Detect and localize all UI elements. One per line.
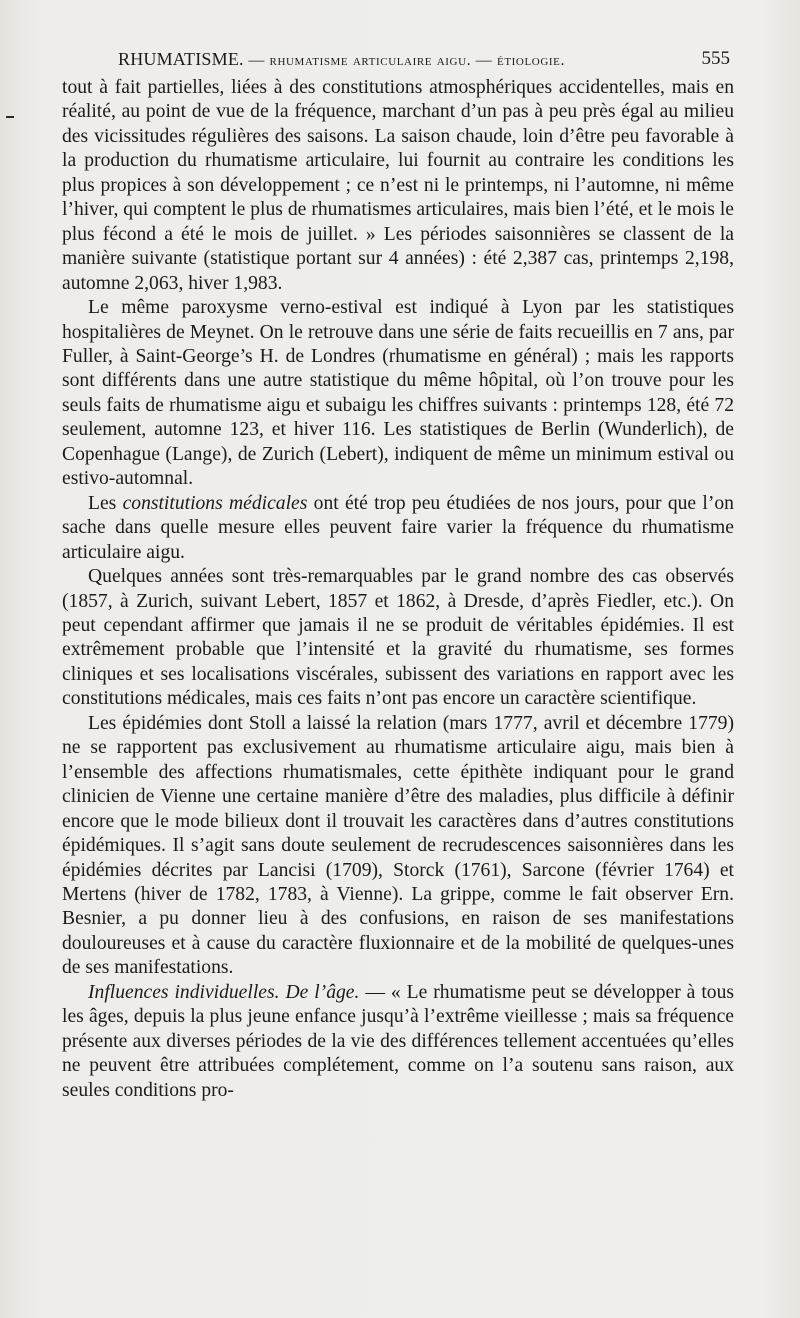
page-number: 555 [701,48,730,69]
paragraph-3-text: ont été trop peu étudiées de nos jours, pour que l’on sache dans quelle mesure elles peuvent faire varier la fréquence du rhumatisme articulaire aigu. [62,492,734,563]
body-text [62,76,734,1103]
paragraph-6 [62,981,734,1103]
paragraph-1 [62,76,734,296]
paragraph-6-italic: Influences individuelles. De l’âge. [88,981,360,1003]
paragraph-4 [62,565,734,712]
paragraph-4-text: Quelques années sont très-remarquables par le grand nombre des cas observés (1857, à Zurich, suivant Lebert, 1857 et 1862, à Dresde, d’après Fiedler, etc.). On peut cependant affirmer que jamais il ne se produit de véritables épidémies. Il est extrêmement probable que l’intensité et la gravité du rhumatisme, ses formes cliniques et ses localisations viscérales, subissent des variations en rapport avec les constitutions médicales, mais ces faits n’ont pas encore un caractère scientifique. [62,566,734,710]
paragraph-5-text: Les épidémies dont Stoll a laissé la relation (mars 1777, avril et décembre 1779) ne se rapportent pas exclusivement au rhumatisme articulaire aigu, mais bien à l’ensemble des affections rhumatismales, cette épithète indiquant pour le grand clinicien de Vienne une certaine manière d’être des maladies, plus difficile à définir encore que le mode bilieux dont il trouvait les caractères dans d’autres constitutions épidémiques. Il s’agit sans doute seulement de recrudescences saisonnières dans les épidémies décrites par Lancisi (1709), Storck (1761), Sarcone (février 1764) et Mertens (hiver de 1782, 1783, à Vienne). La grippe, comme le fait observer Ern. Besnier, a pu donner lieu à des confusions, en raison de ses manifestations douloureuses et à cause du caractère fluxionnaire et de la mobilité de quelques-unes de ses manifestations. [62,712,734,979]
paragraph-3-lead: Les [88,492,123,514]
paragraph-5 [62,712,734,981]
running-title [118,46,565,74]
paragraph-3-italic: constitutions médicales [122,492,308,514]
paragraph-2 [62,296,734,492]
paragraph-2-text: Le même paroxysme verno-estival est indiqué à Lyon par les statistiques hospitalières de Meynet. On le retrouve dans une série de faits recueillis en 7 ans, par Fuller, à Saint-George’s H. de Londres (rhumatisme en général) ; mais les rapports sont différents dans une autre statistique du même hôpital, où l’on trouve pour les seuls faits de rhumatisme aigu et subaigu les chiffres suivants : printemps 128, été 72 seulement, automne 123, et hiver 116. Les statistiques de Berlin (Wunderlich), de Copenhague (Lange), de Zurich (Lebert), indiquent de même un minimum estival ou estivo-automnal. [62,297,734,490]
paragraph-1-text: tout à fait partielles, liées à des constitutions atmosphériques accidentelles, mais en réalité, au point de vue de la fréquence, marchant d’un pas à peu près égal au milieu des vicissitudes régulières des saisons. La saison chaude, loin d’être peu favorable à la production du rhumatisme articulaire, lui fournit au contraire les conditions les plus propices à son développement ; ce n’est ni le printemps, ni l’automne, ni même l’hiver, qui comptent le plus de rhumatismes articulaires, mais bien l’été, et le mois le plus fécond a été le mois de juillet. » Les périodes saisonnières se classent de la manière suivante (statistique portant sur 4 années) : été 2,387 cas, printemps 2,198, automne 2,063, hiver 1,983. [62,77,734,294]
running-title-rest: — rhumatisme articulaire aigu. — étiologie. [243,52,566,69]
paragraph-6-text: — « Le rhumatisme peut se développer à tous les âges, depuis la plus jeune enfance jusqu’à l’extrême vieillesse ; mais sa fréquence présente aux diverses périodes de la vie des différences tellement accentuées qu’elles ne peuvent être attribuées complétement, comme on l’a soutenu sans raison, aux seules conditions pro- [62,981,734,1101]
running-title-main: RHUMATISME. [118,49,244,69]
paragraph-3 [62,492,734,565]
running-header [118,46,730,72]
margin-mark [6,116,14,118]
